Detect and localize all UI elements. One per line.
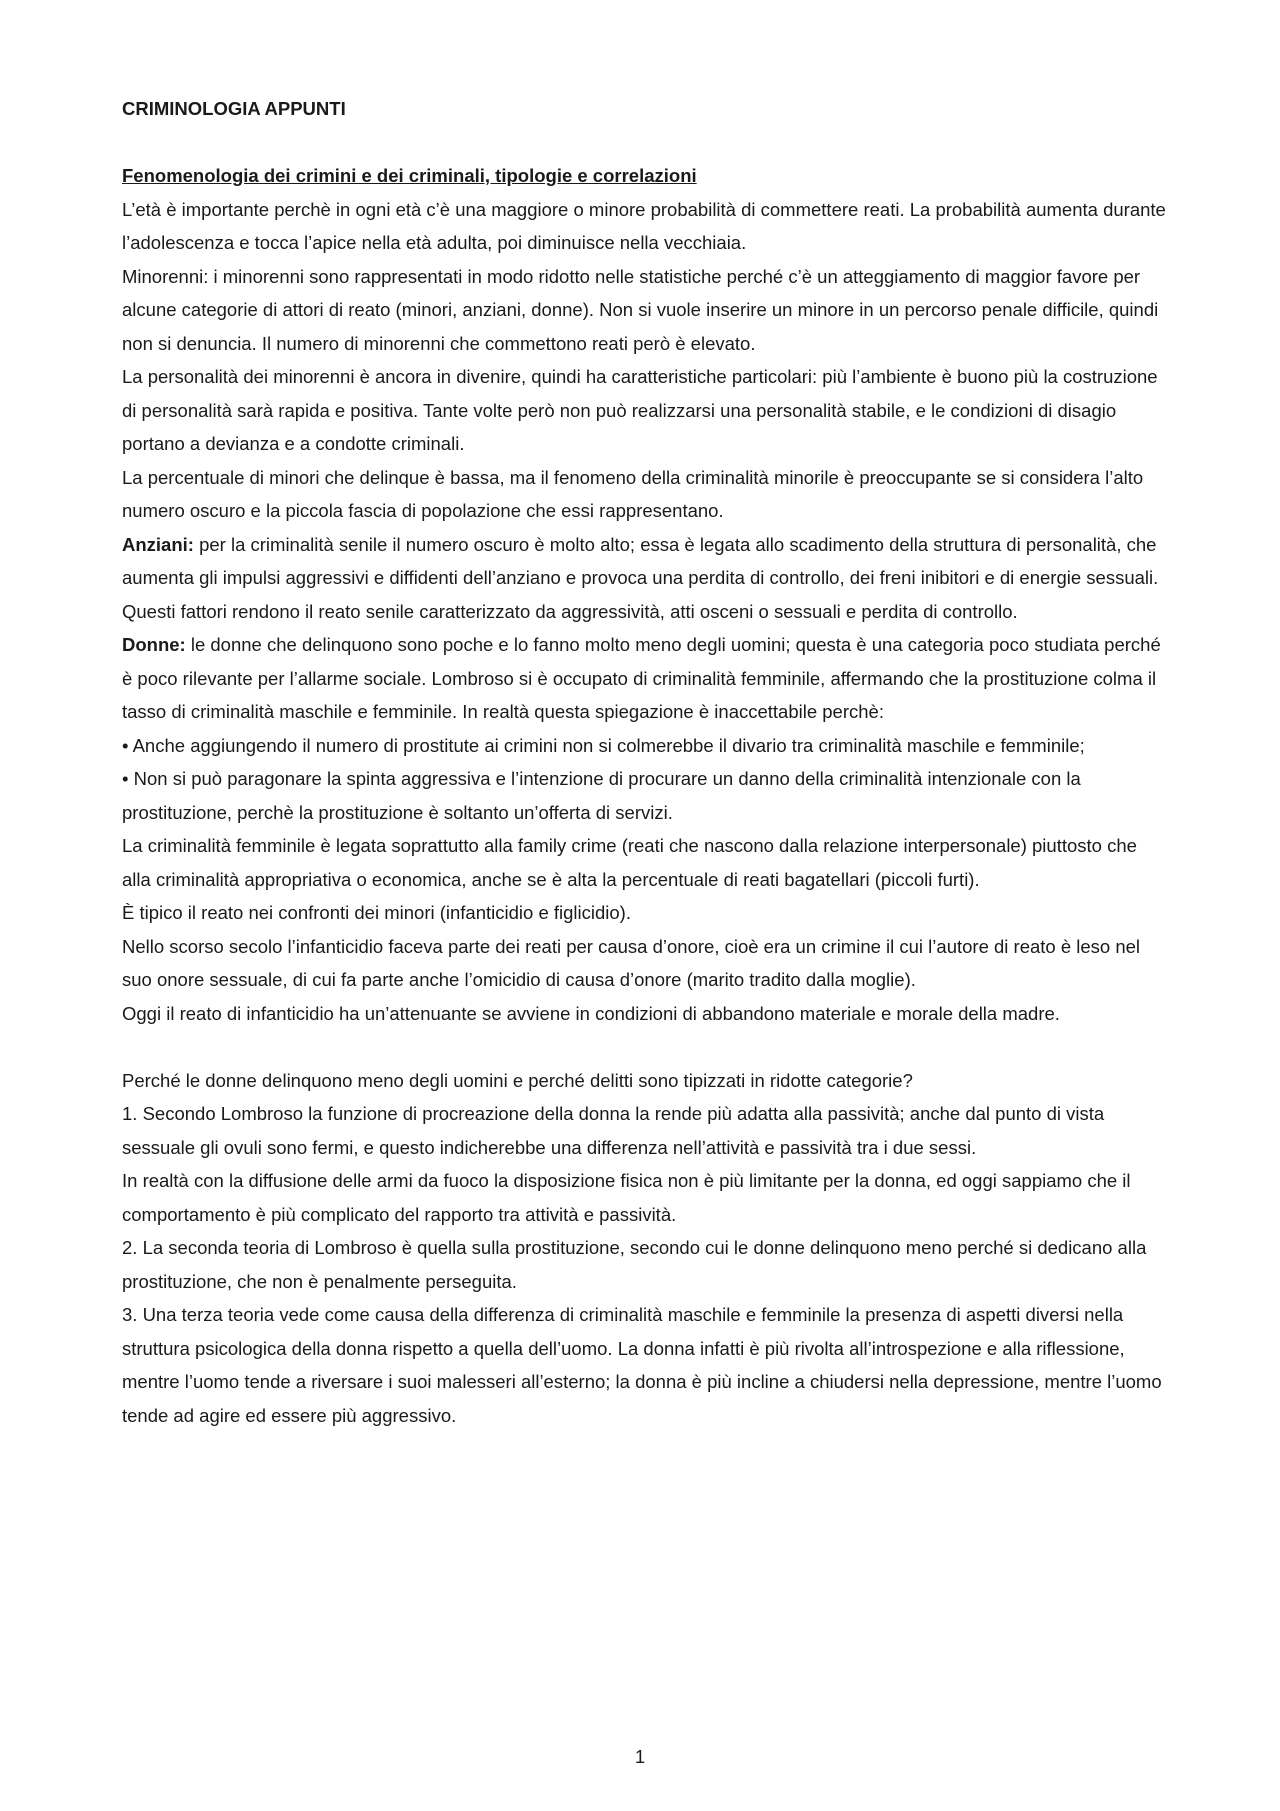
paragraph-age: L’età è importante perchè in ogni età c’è una maggiore o minore probabilità di commettere reati. La probabilità aumenta durante l’adolescenza e tocca l’apice nella età adulta, poi diminuisce nella vecchiaia. bbox=[122, 198, 1166, 253]
document-page bbox=[122, 92, 1167, 1432]
paragraph-firearms: In realtà con la diffusione delle armi da fuoco la disposizione fisica non è più limitante per la donna, ed oggi sappiamo che il comportamento è più complicato del rapporto tra attività e passività. bbox=[122, 1170, 1131, 1225]
paragraph-label: Anziani: bbox=[122, 533, 194, 555]
section-body-theories bbox=[122, 1064, 1167, 1433]
paragraph-honor-crimes: Nello scorso secolo l’infanticidio faceva parte dei reati per causa d’onore, cioè era un crimine il cui l’autore di reato è leso nel suo onore sessuale, di cui fa parte anche l’omicidio di causa d’onore (marito tradito dalla moglie). bbox=[122, 935, 1141, 990]
paragraph-text: le donne che delinquono sono poche e lo fanno molto meno degli uomini; questa è una categoria poco studiata perché è poco rilevante per l’allarme sociale. Lombroso si è occupato di criminalità femminile, affermando che la prostituzione colma il tasso di criminalità maschile e femminile. In realtà questa spiegazione è inaccettabile perchè: bbox=[122, 634, 1161, 722]
paragraph-infanticide: È tipico il reato nei confronti dei minori (infanticidio e figlicidio). bbox=[122, 902, 631, 923]
page-number: 1 bbox=[634, 1746, 646, 1767]
paragraph-label: Donne: bbox=[122, 634, 186, 655]
paragraph-minors: Minorenni: i minorenni sono rappresentati in modo ridotto nelle statistiche perché c’è un atteggiamento di maggior favore per alcune categorie di attori di reato (minori, anziani, donne). Non si vuole inserire un minore in un percorso penale difficile, quindi non si denuncia. Il numero di minorenni che commettono reati però è elevato. bbox=[122, 265, 1159, 354]
paragraph-continuation: prostituzione, perchè la prostituzione è soltanto un’offerta di servizi. bbox=[122, 801, 673, 823]
paragraph-gap bbox=[122, 1030, 1167, 1064]
paragraph-text: per la criminalità senile il numero oscuro è molto alto; essa è legata allo scadimento della struttura di personalità, che aumenta gli impulsi aggressivi e diffidenti dell’anziano e provoca una perdita di controllo, dei freni inibitori e di energie sessuali. Questi fattori rendono il reato senile caratterizzato da aggressività, atti osceni o sessuali e perdita di controllo. bbox=[122, 533, 1159, 622]
section-heading: Fenomenologia dei crimini e dei criminali, tipologie e correlazioni bbox=[122, 165, 697, 186]
section-body bbox=[122, 193, 1167, 1031]
paragraph-minors-percentage: La percentuale di minori che delinque è bassa, ma il fenomeno della criminalità minorile è preoccupante se si considera l’alto numero oscuro e la piccola fascia di popolazione che essi rappresentano. bbox=[122, 466, 1144, 521]
paragraph-female-criminality: La criminalità femminile è legata soprattutto alla family crime (reati che nascono dalla relazione interpersonale) piuttosto che alla criminalità appropriativa o economica, anche se è alta la percentuale di reati bagatellari (piccoli furti). bbox=[122, 835, 1137, 890]
paragraph-women bbox=[122, 628, 1167, 729]
bullet-item: • Non si può paragonare la spinta aggressiva e l’intenzione di procurare un danno della criminalità intenzionale con la bbox=[122, 768, 1081, 789]
paragraph-question: Perché le donne delinquono meno degli uomini e perché delitti sono tipizzati in ridotte categorie? bbox=[122, 1069, 913, 1091]
document-title: CRIMINOLOGIA APPUNTI bbox=[122, 98, 346, 119]
list-item: 2. La seconda teoria di Lombroso è quella sulla prostituzione, secondo cui le donne delinquono meno perché si dedicano alla prostituzione, che non è penalmente perseguita. bbox=[122, 1237, 1147, 1292]
paragraph-mitigating: Oggi il reato di infanticidio ha un’attenuante se avviene in condizioni di abbandono materiale e morale della madre. bbox=[122, 1002, 1060, 1024]
paragraph-minors-personality: La personalità dei minorenni è ancora in divenire, quindi ha caratteristiche particolari: più l’ambiente è buono più la costruzione di personalità sarà rapida e positiva. Tante volte però non può realizzarsi una personalità stabile, e le condizioni di disagio portano a devianza e a condotte criminali. bbox=[122, 366, 1158, 454]
list-item: 3. Una terza teoria vede come causa della differenza di criminalità maschile e femminile la presenza di aspetti diversi nella struttura psicologica della donna rispetto a quella dell’uomo. La donna infatti è più rivolta all’introspezione e alla riflessione, mentre l’uomo tende a riversare i suoi malesseri all’esterno; la donna è più incline a chiudersi nella depressione, mentre l’uomo tende ad agire ed essere più aggressivo. bbox=[122, 1304, 1162, 1426]
bullet-item: • Anche aggiungendo il numero di prostitute ai crimini non si colmerebbe il divario tra criminalità maschile e femminile; bbox=[122, 734, 1085, 756]
paragraph-elderly bbox=[122, 528, 1167, 629]
list-item: 1. Secondo Lombroso la funzione di procreazione della donna la rende più adatta alla passività; anche dal punto di vista sessuale gli ovuli sono fermi, e questo indicherebbe una differenza nell’attività e passività tra i due sessi. bbox=[122, 1103, 1105, 1158]
